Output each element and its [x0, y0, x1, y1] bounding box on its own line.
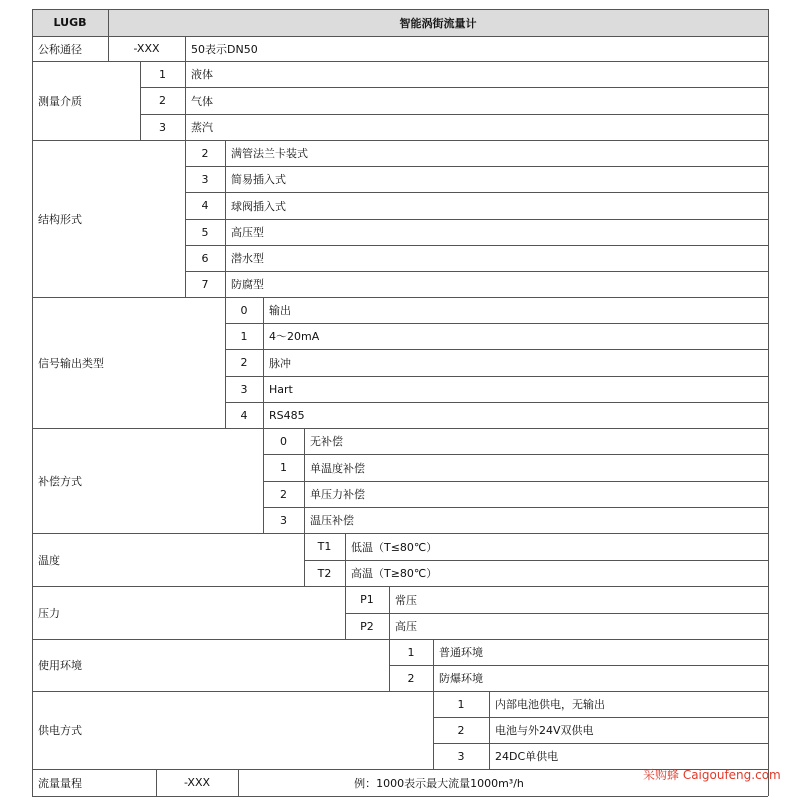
row-divider: [32, 691, 768, 692]
row-divider: [185, 166, 768, 167]
nominal-diameter-code: -XXX: [133, 42, 160, 55]
temperature-label: 温度: [38, 553, 60, 567]
structure-option-code: 2: [201, 146, 209, 160]
column-divider: [238, 769, 239, 796]
row-divider: [263, 454, 768, 455]
environment-label: 使用环境: [38, 659, 82, 672]
row-divider: [225, 323, 768, 324]
structure-option-code: 6: [201, 251, 209, 265]
power-option-code: 2: [457, 723, 465, 737]
temperature-option-text: 高温（T≥80℃）: [351, 567, 438, 580]
row-divider: [32, 533, 768, 534]
row-divider: [225, 402, 768, 403]
row-divider: [225, 349, 768, 350]
medium-label: 测量介质: [38, 94, 82, 108]
row-divider: [185, 271, 768, 272]
power-option-code: 1: [457, 697, 465, 711]
pressure-option-text: 高压: [395, 620, 417, 633]
row-divider: [32, 639, 768, 640]
pressure-label: 压力: [38, 606, 60, 620]
row-divider: [263, 507, 768, 508]
signal-output-option-code: 3: [240, 382, 248, 396]
compensation-option-code: 1: [280, 461, 287, 474]
nominal-diameter-desc: 50表示DN50: [191, 42, 258, 56]
structure-option-code: 3: [201, 172, 209, 186]
row-divider: [433, 717, 768, 718]
compensation-option-code: 2: [280, 487, 287, 501]
signal-output-option-text: 脉冲: [269, 356, 291, 370]
medium-option-code: 3: [159, 120, 166, 134]
temperature-option-text: 低温（T≤80℃）: [351, 540, 438, 554]
nominal-diameter-label: 公称通径: [38, 42, 82, 56]
column-divider: [768, 9, 769, 796]
flow-range-code: -XXX: [183, 776, 211, 789]
structure-option-code: 7: [201, 277, 209, 291]
structure-option-text: 满管法兰卡装式: [231, 147, 308, 160]
power-option-text: 电池与外24V双供电: [495, 724, 594, 737]
watermark: 采购蜂 Caigoufeng.com: [643, 768, 781, 782]
column-divider: [32, 9, 33, 796]
medium-option-text: 液体: [191, 68, 213, 81]
structure-option-text: 潜水型: [231, 252, 264, 265]
environment-option-text: 普通环境: [439, 646, 483, 659]
row-divider: [32, 36, 768, 37]
row-divider: [32, 428, 768, 429]
medium-option-code: 2: [159, 94, 166, 107]
power-option-text: 24DC单供电: [495, 750, 559, 763]
row-divider: [32, 297, 768, 298]
structure-option-code: 5: [201, 225, 209, 239]
signal-output-option-code: 2: [240, 356, 248, 369]
compensation-option-text: 单温度补偿: [310, 461, 365, 475]
temperature-option-code: T1: [317, 540, 332, 553]
row-divider: [433, 743, 768, 744]
compensation-option-text: 单压力补偿: [310, 488, 365, 501]
pressure-option-text: 常压: [395, 593, 417, 607]
row-divider: [32, 9, 768, 10]
product-title: 智能涡街流量计: [399, 16, 477, 30]
structure-option-code: 4: [201, 199, 209, 212]
compensation-option-text: 温压补偿: [310, 514, 354, 527]
structure-option-text: 简易插入式: [231, 173, 286, 186]
medium-option-text: 气体: [191, 94, 213, 108]
column-divider: [185, 36, 186, 61]
structure-option-text: 球阀插入式: [231, 199, 286, 213]
pressure-option-code: P1: [360, 593, 374, 606]
signal-output-option-text: Hart: [269, 382, 293, 396]
row-divider: [32, 586, 768, 587]
signal-output-option-text: 4～20mA: [269, 330, 320, 343]
power-option-code: 3: [457, 749, 465, 763]
structure-option-text: 高压型: [231, 226, 264, 239]
pressure-option-code: P2: [360, 619, 374, 633]
compensation-option-text: 无补偿: [310, 435, 343, 448]
environment-option-code: 1: [407, 645, 415, 659]
compensation-label: 补偿方式: [38, 474, 82, 488]
row-divider: [140, 114, 768, 115]
row-divider: [32, 140, 768, 141]
compensation-option-code: 3: [280, 513, 287, 527]
row-divider: [225, 376, 768, 377]
signal-output-option-code: 1: [240, 329, 248, 343]
model-code: LUGB: [53, 16, 87, 29]
signal-output-option-text: RS485: [269, 408, 305, 422]
row-divider: [263, 481, 768, 482]
row-divider: [32, 796, 768, 797]
row-divider: [304, 560, 768, 561]
signal-output-option-text: 输出: [269, 304, 291, 317]
structure-option-text: 防腐型: [231, 278, 264, 291]
column-divider: [108, 36, 109, 61]
column-divider: [156, 769, 157, 796]
temperature-option-code: T2: [317, 566, 332, 580]
row-divider: [32, 61, 768, 62]
power-label: 供电方式: [38, 724, 82, 737]
row-divider: [185, 219, 768, 220]
row-divider: [345, 613, 768, 614]
compensation-option-code: 0: [280, 434, 287, 448]
flow-range-desc: 例：1000表示最大流量1000m³/h: [354, 776, 524, 790]
row-divider: [389, 665, 768, 666]
environment-option-text: 防爆环境: [439, 672, 483, 685]
structure-label: 结构形式: [38, 212, 82, 226]
row-divider: [185, 192, 768, 193]
signal-output-option-code: 0: [240, 303, 248, 317]
environment-option-code: 2: [407, 671, 415, 685]
row-divider: [185, 245, 768, 246]
column-divider: [108, 9, 109, 36]
signal-output-option-code: 4: [240, 408, 248, 422]
medium-option-code: 1: [159, 67, 166, 81]
signal-output-label: 信号输出类型: [38, 356, 104, 370]
power-option-text: 内部电池供电，无输出: [495, 698, 605, 711]
flow-range-label: 流量量程: [38, 776, 82, 790]
medium-option-text: 蒸汽: [191, 121, 213, 134]
row-divider: [140, 87, 768, 88]
